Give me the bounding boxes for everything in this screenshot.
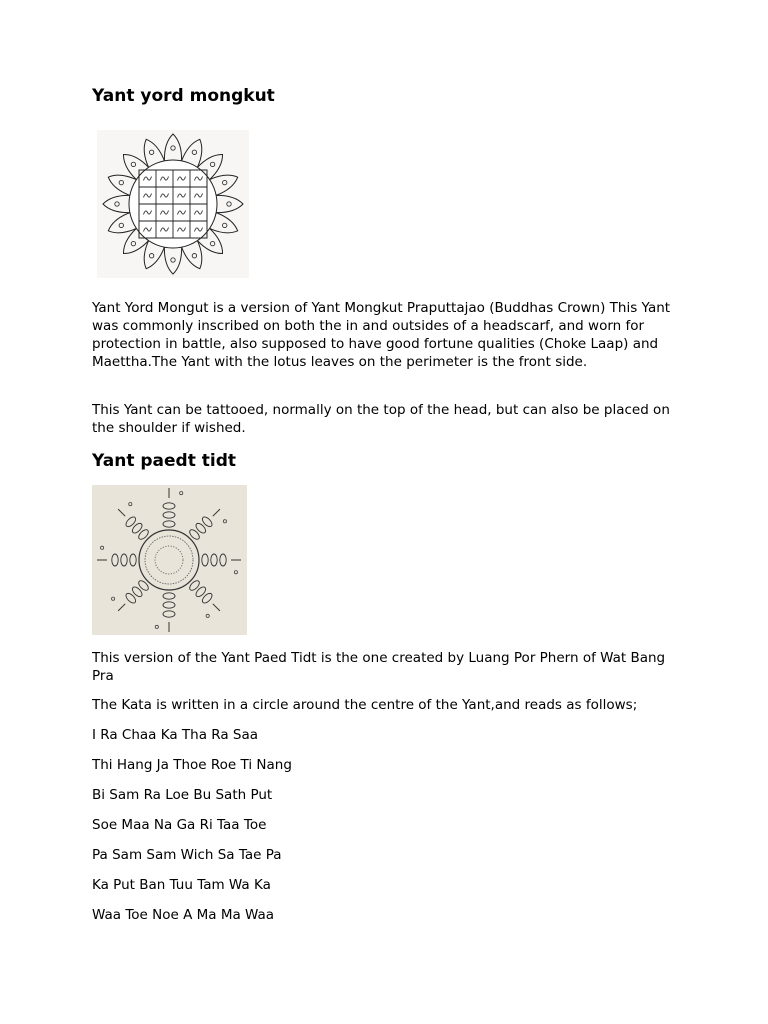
kata-line: Pa Sam Sam Wich Sa Tae Pa	[92, 847, 282, 863]
paragraph-yant-yord-placement: This Yant can be tattooed, normally on the top of the head, but can also be placed on the shoulder if wished.	[92, 402, 670, 436]
eight-direction-yant-diagram-icon	[92, 485, 247, 635]
kata-line: Ka Put Ban Tuu Tam Wa Ka	[92, 877, 271, 893]
lotus-yant-diagram-image	[97, 130, 249, 278]
paragraph-yant-paedt-origin: This version of the Yant Paed Tidt is the one created by Luang Por Phern of Wat Bang Pra	[92, 650, 666, 684]
kata-line: Bi Sam Ra Loe Bu Sath Put	[92, 787, 273, 803]
paragraph-yant-yord-description: Yant Yord Mongut is a version of Yant Mongkut Praputtajao (Buddhas Crown) This Yant was commonly inscribed on both the in and outsides of a headscarf, and worn for protection in battle, also supposed to have good fortune qualities (Choke Laap) and Maettha.The Yant with the lotus leaves on the perimeter is the front side.	[92, 300, 671, 370]
section-heading-yant-paedt-tidt: Yant paedt tidt	[92, 451, 237, 471]
paragraph-kata-intro: The Kata is written in a circle around the centre of the Yant,and reads as follows;	[92, 697, 638, 713]
lotus-yant-diagram-icon	[97, 130, 249, 278]
eight-direction-yant-diagram-image	[92, 485, 247, 635]
kata-line: Thi Hang Ja Thoe Roe Ti Nang	[92, 757, 292, 773]
section-heading-yant-yord-mongkut: Yant yord mongkut	[92, 86, 275, 106]
kata-line: I Ra Chaa Ka Tha Ra Saa	[92, 727, 259, 743]
kata-line: Waa Toe Noe A Ma Ma Waa	[92, 907, 275, 923]
kata-line: Soe Maa Na Ga Ri Taa Toe	[92, 817, 267, 833]
